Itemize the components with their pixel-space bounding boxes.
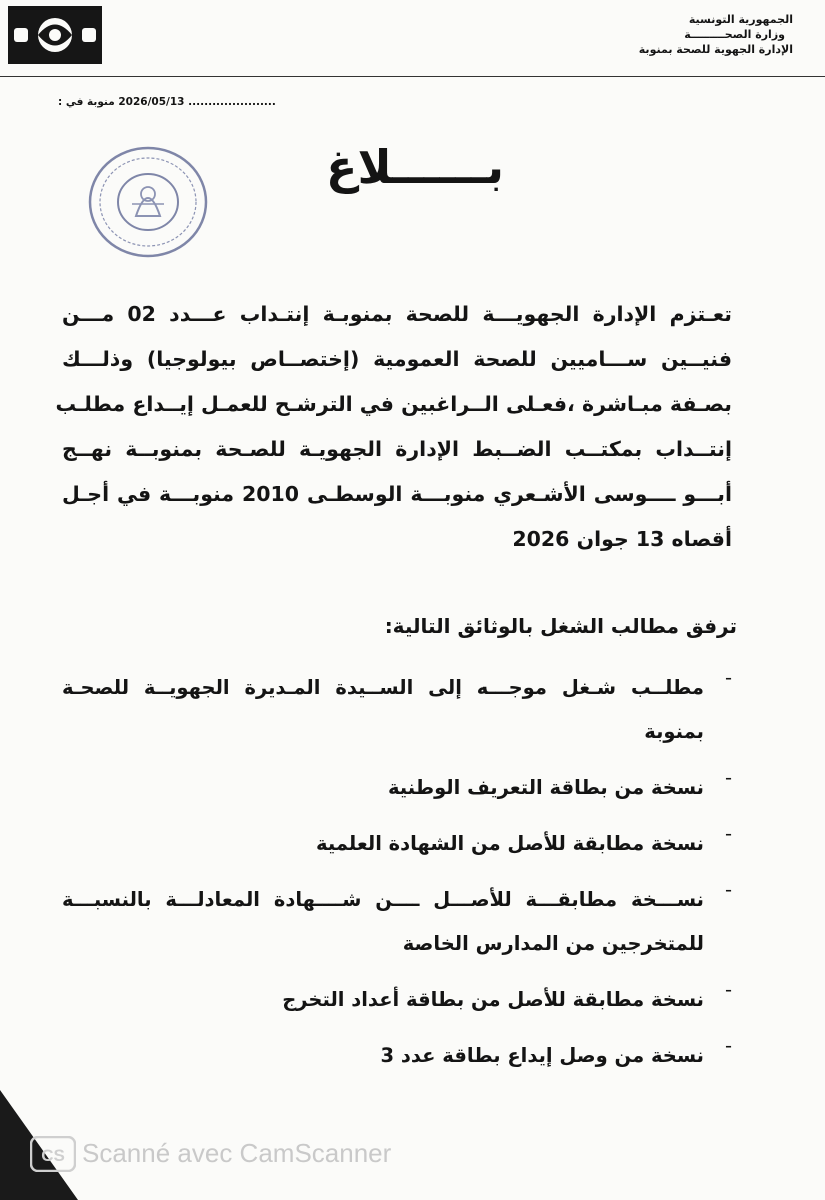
header-divider <box>0 76 825 77</box>
list-bullet: - <box>724 1034 732 1057</box>
scanner-watermark: Scanné avec CamScanner <box>82 1138 392 1168</box>
dateline-label: منوبة في : <box>58 96 115 108</box>
body-line: تعـتزم الإدارة الجهويـــة للصحة بمنوبـة إنتـداب عـــدد 02 مـــن <box>62 302 732 326</box>
svg-text:CS: CS <box>41 1146 65 1165</box>
list-item-text: للمتخرجين من المدارس الخاصة <box>402 932 704 955</box>
body-line: أقصاه 13 جوان 2026 <box>512 527 732 551</box>
list-item-text: نسخة من وصل إيداع بطاقة عدد 3 <box>380 1044 704 1067</box>
list-item-text: مطلــب شـغل موجـــه إلى الســيدة المـديرة الجهويــة للصحـة <box>62 676 704 699</box>
ministry-name: وزارة الصحـــــــــة <box>684 28 785 41</box>
list-bullet: - <box>724 878 732 901</box>
body-line: بصـفة مبـاشرة ،فعـلى الــراغبين في الترشـح للعمـل إيــداع مطلـب <box>55 392 732 416</box>
list-item-text: نسخة من بطاقة التعريف الوطنية <box>387 776 704 799</box>
dateline-date: 2026/05/13 <box>118 96 185 108</box>
list-bullet: - <box>724 978 732 1001</box>
required-documents-list <box>62 666 732 1078</box>
documents-intro: ترفق مطالب الشغل بالوثائق التالية: <box>384 614 737 638</box>
announcement-body <box>55 292 732 562</box>
list-item <box>62 822 732 866</box>
list-item-text: نسخة مطابقة للأصل من الشهادة العلمية <box>316 832 704 855</box>
republic-name: الجمهورية التونسية <box>688 13 793 26</box>
dateline-dots: ...................... <box>188 96 276 108</box>
list-item <box>62 1034 732 1078</box>
ministry-logo <box>8 6 102 64</box>
body-line: أبـــو ــــوسى الأشـعري منوبـــة الوسطـى 2010 منوبـــة في أجـل <box>62 482 732 506</box>
body-line: فنيــين ســـاميين للصحة العمومية (إختصــاص بيولوجيا) وذلـــك <box>62 347 732 371</box>
page-title: بــــــلاغ <box>326 140 504 194</box>
list-item-text: نسخة مطابقة للأصل من بطاقة أعداد التخرج <box>282 988 704 1011</box>
list-item-text: بمنوبة <box>644 720 704 743</box>
list-item <box>62 978 732 1022</box>
official-stamp <box>86 144 210 260</box>
body-line: إنتــداب بمكتــب الضــبط الإدارة الجهويـة للصـحة بمنوبــة نهــج <box>62 437 732 461</box>
list-bullet: - <box>724 822 732 845</box>
list-bullet: - <box>724 766 732 789</box>
list-item <box>62 766 732 810</box>
list-item <box>62 666 732 754</box>
letterhead <box>563 12 793 57</box>
list-item-text: نســـخة مطابقـــة للأصـــل ــــن شــــهادة المعادلـــة بالنسبـــة <box>62 888 704 911</box>
list-bullet: - <box>724 666 732 689</box>
regional-directorate: الإدارة الجهوية للصحة بمنوبة <box>638 43 793 56</box>
dateline <box>58 96 298 108</box>
list-item <box>62 878 732 966</box>
camscanner-icon <box>30 1136 76 1172</box>
